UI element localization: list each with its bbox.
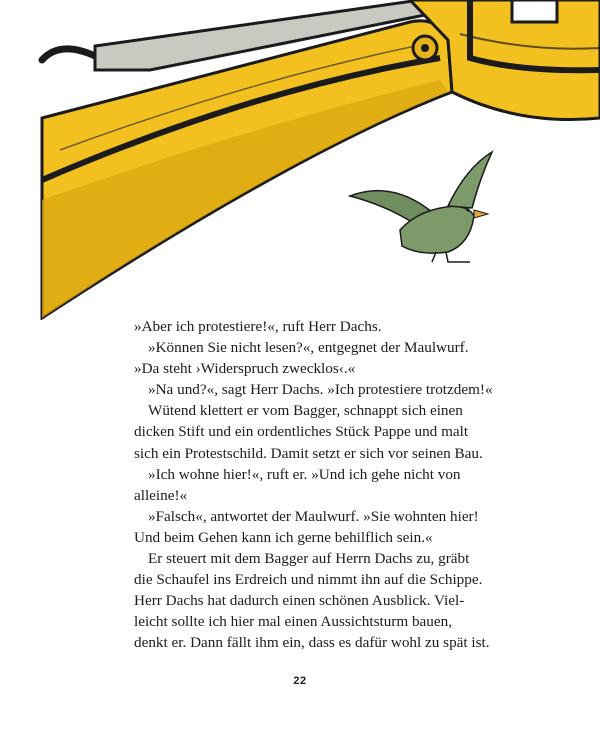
bird-wing-front xyxy=(448,152,492,208)
story-line: sich ein Protestschild. Damit setzt er sich vor seinen Bau. xyxy=(134,444,483,462)
story-line: Und beim Gehen kann ich gerne behilflich sein.« xyxy=(134,528,433,546)
story-line: Wütend klettert er vom Bagger, schnappt sich einen xyxy=(148,402,463,420)
story-line: »Ich wohne hier!«, ruft er. »Und ich gehe nicht von xyxy=(148,465,461,483)
story-line: »Falsch«, antwortet der Maulwurf. »Sie wohnten hier! xyxy=(148,507,479,525)
story-line: »Können Sie nicht lesen?«, entgegnet der Maulwurf. xyxy=(148,339,469,357)
story-line: Herr Dachs hat dadurch einen schönen Ausblick. Viel- xyxy=(134,592,465,610)
story-line: »Da steht ›Widerspruch zwecklos‹.« xyxy=(134,360,356,378)
story-line: Er steuert mit dem Bagger auf Herrn Dachs zu, gräbt xyxy=(148,550,470,568)
story-line: »Na und?«, sagt Herr Dachs. »Ich protestiere trotzdem!« xyxy=(148,381,493,399)
bird-beak xyxy=(474,210,488,218)
story-line: alleine!« xyxy=(134,486,188,504)
story-line: »Aber ich protestiere!«, ruft Herr Dachs. xyxy=(134,318,382,335)
story-line: denkt er. Dann fällt ihm ein, dass es dafür wohl zu spät ist. xyxy=(134,634,490,652)
story-line: leicht sollte ich hier mal einen Aussichtsturm bauen, xyxy=(134,613,453,631)
excavator-illustration xyxy=(0,0,600,320)
story-text xyxy=(134,316,514,654)
bird xyxy=(350,152,492,262)
story-line: die Schaufel ins Erdreich und nimmt ihn auf die Schippe. xyxy=(134,571,483,589)
page-number: 22 xyxy=(293,675,307,687)
story-line: dicken Stift und ein ordentliches Stück Pappe und malt xyxy=(134,423,469,441)
